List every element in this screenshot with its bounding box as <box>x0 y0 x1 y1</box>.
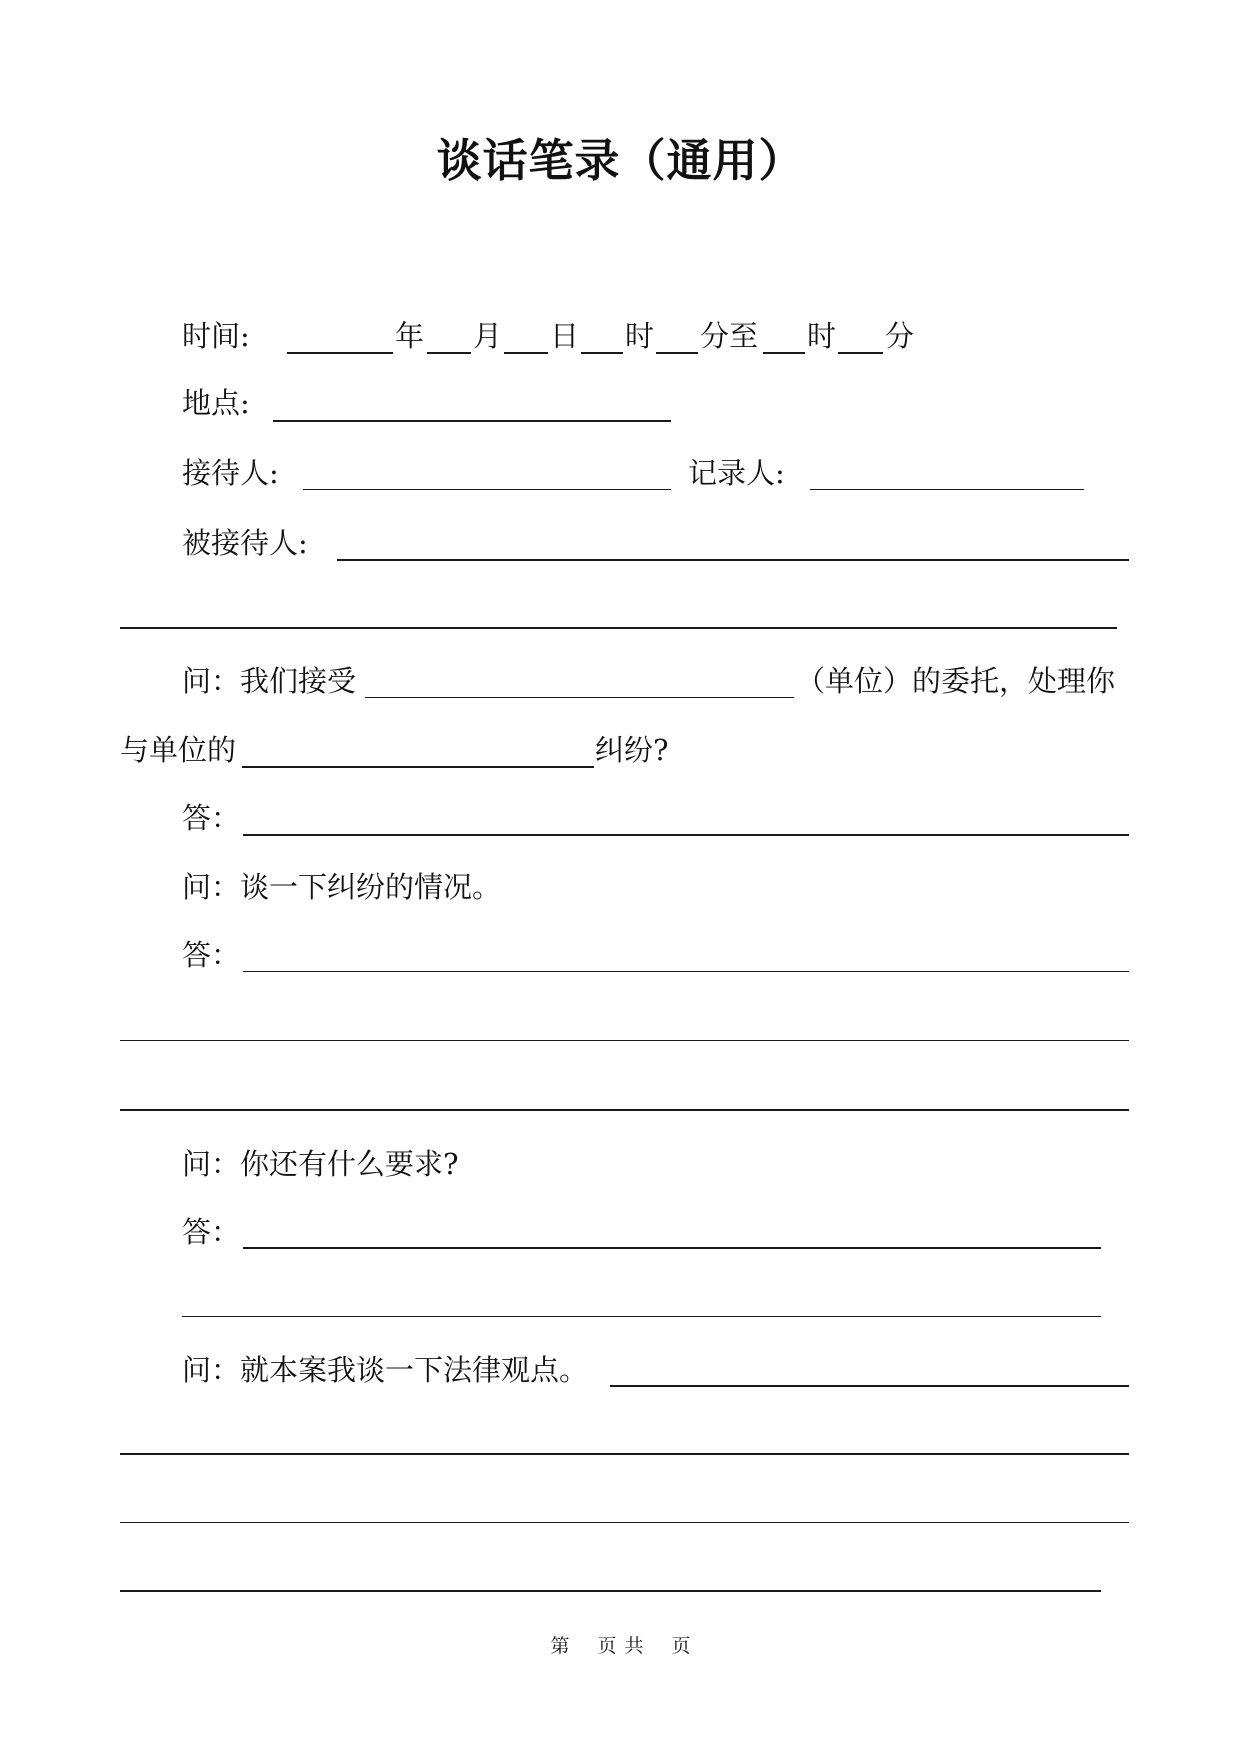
answer-4-field-line-4[interactable] <box>120 1590 1101 1592</box>
minute-to-label: 分至 <box>700 319 759 353</box>
receiver-label: 接待人: <box>182 456 279 490</box>
answer-3-field-line-2[interactable] <box>182 1316 1101 1317</box>
place-label: 地点: <box>182 386 250 420</box>
day-field[interactable] <box>504 352 548 354</box>
question-3: 问：你还有什么要求? <box>182 1147 459 1181</box>
month-field[interactable] <box>427 352 471 354</box>
interviewee-field-line-2[interactable] <box>120 627 1117 629</box>
end-hour-unit: 时 <box>807 319 837 353</box>
answer-2-label: 答： <box>182 938 241 972</box>
question-2: 问：谈一下纠纷的情况。 <box>182 870 502 904</box>
unit-name-field[interactable] <box>365 697 794 698</box>
recorder-field[interactable] <box>810 489 1084 490</box>
interviewee-field[interactable] <box>337 559 1129 561</box>
day-unit: 日 <box>550 319 580 353</box>
question-4: 问：就本案我谈一下法律观点。 <box>182 1353 589 1387</box>
question-1-line2-suffix: 纠纷? <box>595 733 669 767</box>
month-unit: 月 <box>473 319 503 353</box>
end-minute-field[interactable] <box>838 352 883 354</box>
answer-3-label: 答： <box>182 1215 241 1249</box>
place-field[interactable] <box>273 420 671 422</box>
answer-1-label: 答： <box>182 801 241 835</box>
year-field[interactable] <box>287 352 393 354</box>
recorder-label: 记录人: <box>688 456 785 490</box>
footer-total-unit: 页 <box>671 1635 691 1657</box>
end-hour-field[interactable] <box>763 352 805 354</box>
dispute-type-field[interactable] <box>242 766 594 768</box>
answer-2-field-line-2[interactable] <box>120 1040 1129 1041</box>
time-label: 时间: <box>182 319 250 353</box>
footer-page-label: 第 <box>550 1635 570 1657</box>
end-minute-unit: 分 <box>885 319 915 353</box>
answer-1-field[interactable] <box>243 834 1129 836</box>
question-1-suffix: （单位）的委托，处理你 <box>796 664 1116 698</box>
answer-3-field[interactable] <box>243 1247 1101 1249</box>
page-footer <box>0 1634 1241 1658</box>
answer-2-field-line-3[interactable] <box>120 1109 1129 1111</box>
footer-page-unit: 页 <box>597 1635 617 1657</box>
answer-4-field[interactable] <box>610 1385 1129 1387</box>
footer-total-label: 共 <box>624 1635 644 1657</box>
hour-field[interactable] <box>581 352 623 354</box>
question-1-line2-prefix: 与单位的 <box>120 733 237 767</box>
receiver-field[interactable] <box>303 489 671 490</box>
hour-unit: 时 <box>625 319 655 353</box>
answer-4-field-line-2[interactable] <box>120 1453 1129 1455</box>
question-1-prefix: 问：我们接受 <box>182 664 357 698</box>
minute-field[interactable] <box>656 352 698 354</box>
answer-2-field[interactable] <box>243 971 1129 972</box>
interviewee-label: 被接待人: <box>182 526 308 560</box>
answer-4-field-line-3[interactable] <box>120 1522 1129 1523</box>
page-title: 谈话笔录（通用） <box>436 134 805 187</box>
year-unit: 年 <box>395 319 425 353</box>
